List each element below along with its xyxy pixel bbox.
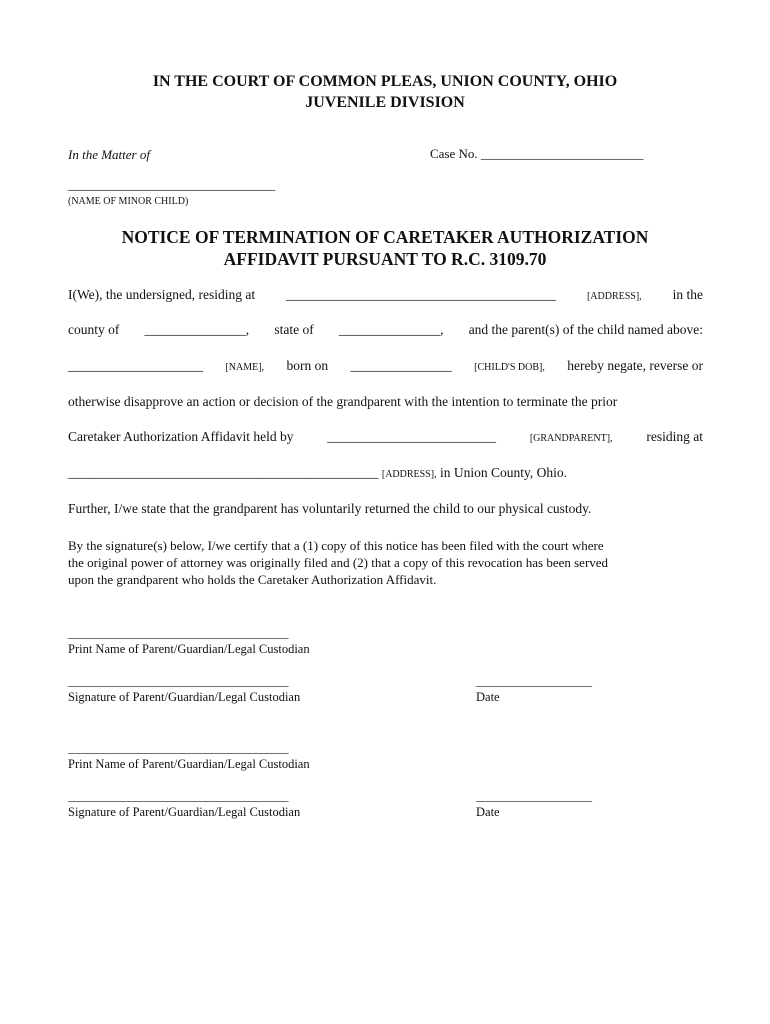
name-tag: [NAME], [225,362,265,373]
certification-line-1: By the signature(s) below, I/we certify that a (1) copy of this notice has been filed with the court where [68,538,604,553]
body-line-4: otherwise disapprove an action or decision of the grandparent with the intention to terminate the prior [68,394,618,409]
dob-tag: [CHILD'S DOB], [474,362,545,373]
address-blank: ______________________________________________ [68,465,379,480]
print-name-label: Print Name of Parent/Guardian/Legal Custodian [68,642,310,656]
body-line-5 [68,429,703,445]
date-label: Date [476,805,500,819]
body-line-2 [68,322,703,338]
grandparent-tag: [GRANDPARENT], [529,433,613,444]
name-blank: ____________________ [68,358,203,373]
in-the-matter-of: In the Matter of [68,147,150,162]
court-heading-line1: IN THE COURT OF COMMON PLEAS, UNION COUNTY, OHIO [152,73,618,90]
address-tag: [ADDRESS], [381,469,437,480]
address-blank: ________________________________________ [286,287,557,302]
signature-line: ________________________________________ [68,674,288,688]
county-blank: _______________, [144,322,250,337]
certification-line-3: upon the grandparent who holds the Caretaker Authorization Affidavit. [68,572,437,587]
state-blank: _______________, [338,322,444,337]
date-label: Date [476,690,500,704]
certification-line-2: the original power of attorney was originally filed and (2) that a copy of this revocation has been served [68,555,609,570]
body-line-1 [68,287,703,303]
body-text: I(We), the undersigned, residing at [68,287,256,302]
body-text: residing at [646,429,703,444]
date-line: _____________________ [476,789,592,803]
body-text: hereby negate, reverse or [567,358,703,373]
body-text: and the parent(s) of the child named above: [468,322,703,337]
case-number-field: Case No. _________________________ [430,146,644,161]
address-tag: [ADDRESS], [586,291,642,302]
date-line: _____________________ [476,674,592,688]
court-heading-line2: JUVENILE DIVISION [305,94,465,111]
body-line-6 [68,465,567,481]
print-name-line: ________________________________________ [68,626,288,640]
body-text: born on [286,358,329,373]
dob-blank: _______________ [350,358,452,373]
notice-title-line1: NOTICE OF TERMINATION OF CARETAKER AUTHORIZATION [121,227,649,247]
print-name-label: Print Name of Parent/Guardian/Legal Custodian [68,757,310,771]
notice-title-line2: AFFIDAVIT PURSUANT TO R.C. 3109.70 [223,249,547,269]
body-text: in Union County, Ohio. [439,465,567,480]
body-text: state of [274,322,314,337]
signature-label: Signature of Parent/Guardian/Legal Custodian [68,690,301,704]
print-name-line: ________________________________________ [68,741,288,755]
grandparent-blank: _________________________ [327,429,497,444]
signature-line: ________________________________________ [68,789,288,803]
body-line-3 [68,358,703,374]
signature-label: Signature of Parent/Guardian/Legal Custodian [68,805,301,819]
child-name-line: ___________________________________ [68,177,275,192]
body-text: Caretaker Authorization Affidavit held by [68,429,294,444]
body-text: in the [672,287,703,302]
body-text: county of [68,322,120,337]
further-statement: Further, I/we state that the grandparent has voluntarily returned the child to our physical custody. [68,501,592,516]
child-name-label: (NAME OF MINOR CHILD) [68,196,189,207]
